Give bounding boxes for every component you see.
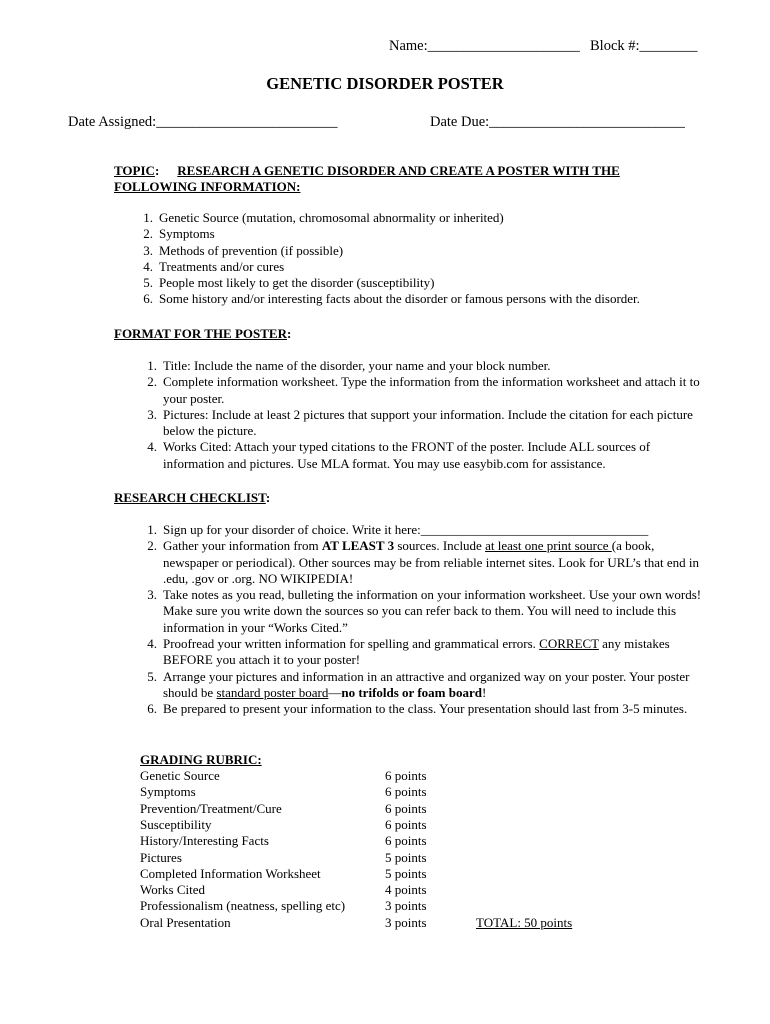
topic-heading	[114, 163, 620, 179]
checklist-heading: RESEARCH CHECKLIST:	[114, 490, 271, 505]
list-item: 5. Arrange your pictures and information in an attractive and organized way on your poster. Your poster should be standard poster board—no trifolds or foam board!	[147, 668, 690, 700]
topic-text-line1: RESEARCH A GENETIC DISORDER AND CREATE A POSTER WITH THE	[177, 163, 620, 178]
topic-label: TOPIC	[114, 163, 155, 178]
rubric-heading: GRADING RUBRIC:	[140, 752, 262, 767]
list-item: 5. People most likely to get the disorder (susceptibility)	[143, 275, 435, 291]
page-title: GENETIC DISORDER POSTER	[266, 74, 504, 93]
list-item: 4. Treatments and/or cures	[143, 258, 285, 274]
list-item: 4. Works Cited: Attach your typed citations to the FRONT of the poster. Include ALL sources of information and pictures. Use MLA format. You may use easybib.com for assistance.	[147, 439, 651, 471]
topic-list	[143, 210, 719, 308]
format-heading: FORMAT FOR THE POSTER:	[114, 326, 292, 341]
block-field-label: Block #:________	[590, 38, 698, 54]
list-item: 6. Some history and/or interesting facts about the disorder or famous persons with the disorder.	[143, 291, 640, 307]
format-list	[147, 358, 708, 472]
topic-text-line2: FOLLOWING INFORMATION:	[114, 179, 301, 194]
list-item: 2. Symptoms	[143, 226, 215, 242]
list-item: 4. Proofread your written information for spelling and grammatical errors. CORRECT any mistakes BEFORE you attach it to your poster!	[147, 636, 670, 668]
list-item: 3. Take notes as you read, bulleting the information on your information worksheet. Use your own words! Make sure you write down the sources so you can refer back to them. You will need to include this information in your “Works Cited.”	[147, 587, 702, 635]
date-assigned-label: Date Assigned:_________________________	[68, 114, 338, 130]
name-field-label: Name:_____________________	[389, 38, 580, 54]
topic-colon: :	[154, 163, 160, 178]
list-item: 1. Genetic Source (mutation, chromosomal abnormality or inherited)	[143, 210, 504, 225]
date-due-label: Date Due:___________________________	[430, 114, 685, 130]
list-item: 1. Title: Include the name of the disorder, your name and your block number.	[147, 358, 551, 373]
rubric-total: TOTAL: 50 points	[476, 914, 573, 930]
list-item: 2. Complete information worksheet. Type the information from the information worksheet and attach it to your poster.	[147, 374, 700, 406]
list-item: 3. Methods of prevention (if possible)	[143, 242, 344, 258]
list-item: 3. Pictures: Include at least 2 pictures that support your information. Include the citation for each picture below the picture.	[147, 406, 693, 439]
checklist-list	[147, 522, 708, 718]
list-item: 2. Gather your information from AT LEAST 3 sources. Include at least one print source (a book, newspaper or periodical). Other sources may be from reliable internet sites. Look for URL’s that end in .edu, .gov or .org. NO WIKIPEDIA!	[147, 538, 699, 586]
document-page: Name:_____________________ Block #:________ GENETIC DISORDER POSTER Date Assigned:_________________________ Date Due:___________________________ TOPIC: RESEARCH A GENETIC DISORDER AND CREATE A POSTER WITH THE FOLLOWING INFORMATION: 1. Genetic Source (mutation, chromosomal abnormality or inherited) 2. Symptoms 3. Methods of prevention (if possible) 4. Treatments and/or cures 5. People most likely to get the disorder (susceptibility) 6. Some history and/or interesting facts about the disorder or famous persons with the disorder. FORMAT FOR THE POSTER: 1. Title: Include the name of the disorder, your name and your block number. 2. Complete information worksheet. Type the information from the information worksheet and attach it to your poster. 3. Pictures: Include at least 2 pictures that support your information. Include the citation for each picture below the picture. 4. Works Cited: Attach your typed citations to the FRONT of the poster. Include ALL sources of information and pictures. Use MLA format. You may use easybib.com for assistance. RESEARCH CHECKLIST: 1. Sign up for your disorder of choice. Write it here:___________________________________ 2. Gather your information from AT LEAST 3 sources. Include at least one print source (a book, newspaper or periodical). Other sources may be from reliable internet sites. Look for URL’s that end in .edu, .gov or .org. NO WIKIPEDIA! 3. Take notes as you read, bulleting the information on your information worksheet. Use your own words! Make sure you write down the sources so you can refer back to them. You will need to include this information in your “Works Cited.” 4. Proofread your written information for spelling and grammatical errors. CORRECT any mistakes BEFORE you attach it to your poster! 5. Arrange your pictures and information in an attractive and organized way on your poster. Your poster should be standard poster board—no trifolds or foam board! 6. Be prepared to present your information to the class. Your presentation should last from 3-5 minutes. GRADING RUBRIC: Genetic Source 6 points Symptoms 6 points Prevention/Treatment/Cure 6 points Susceptibility 6 points History/Interesting Facts 6 points Pictures 5 points Completed Information Worksheet 5 points Works Cited 4 points Professionalism (neatness, spelling etc) 3 points Oral Presentation 3 points TOTAL: 50 points	[0, 0, 770, 1024]
list-item: 1. Sign up for your disorder of choice. Write it here:___________________________________	[147, 522, 649, 537]
list-item: 6. Be prepared to present your information to the class. Your presentation should last from 3-5 minutes.	[147, 701, 688, 717]
